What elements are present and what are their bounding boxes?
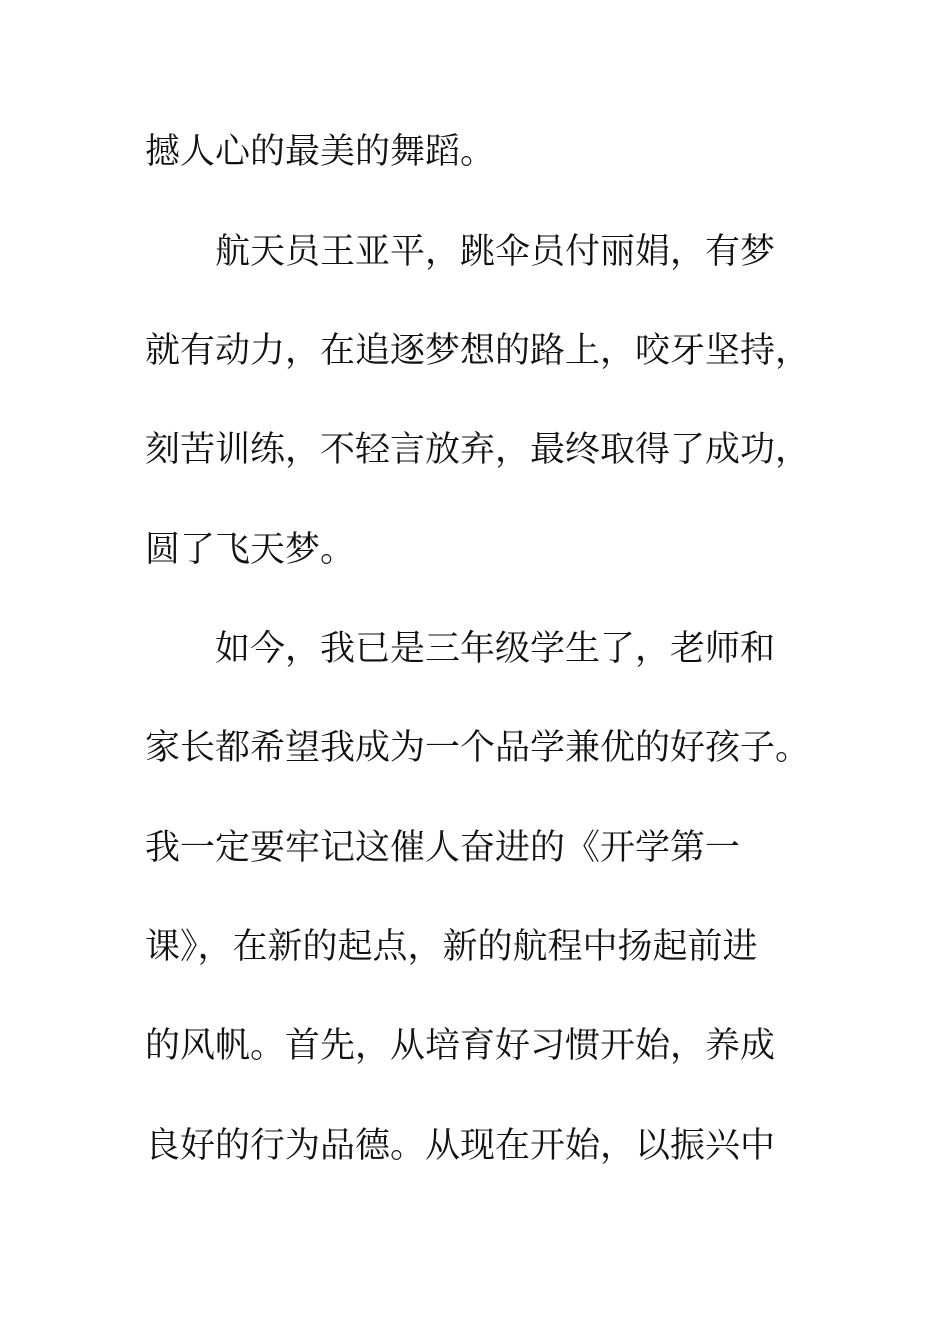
text-line: 的风帆。首先，从培育好习惯开始，养成 — [145, 1026, 776, 1066]
text-line: 家长都希望我成为一个品学兼优的好孩子。 — [145, 728, 811, 768]
text-line: 我一定要牢记这催人奋进的《开学第一 — [145, 828, 741, 868]
paragraph-first-line: 航天员王亚平，跳伞员付丽娟，有梦 — [215, 232, 776, 272]
text-line: 刻苦训练，不轻言放弃，最终取得了成功， — [145, 430, 811, 470]
text-line: 就有动力，在追逐梦想的路上，咬牙坚持， — [145, 331, 811, 371]
text-line: 课》，在新的起点，新的航程中扬起前进 — [145, 927, 758, 967]
text-line: 良好的行为品德。从现在开始，以振兴中 — [145, 1126, 776, 1166]
text-line: 撼人心的最美的舞蹈。 — [145, 132, 496, 172]
paragraph-first-line: 如今，我已是三年级学生了，老师和 — [215, 629, 776, 669]
text-line: 圆了飞天梦。 — [145, 530, 356, 570]
